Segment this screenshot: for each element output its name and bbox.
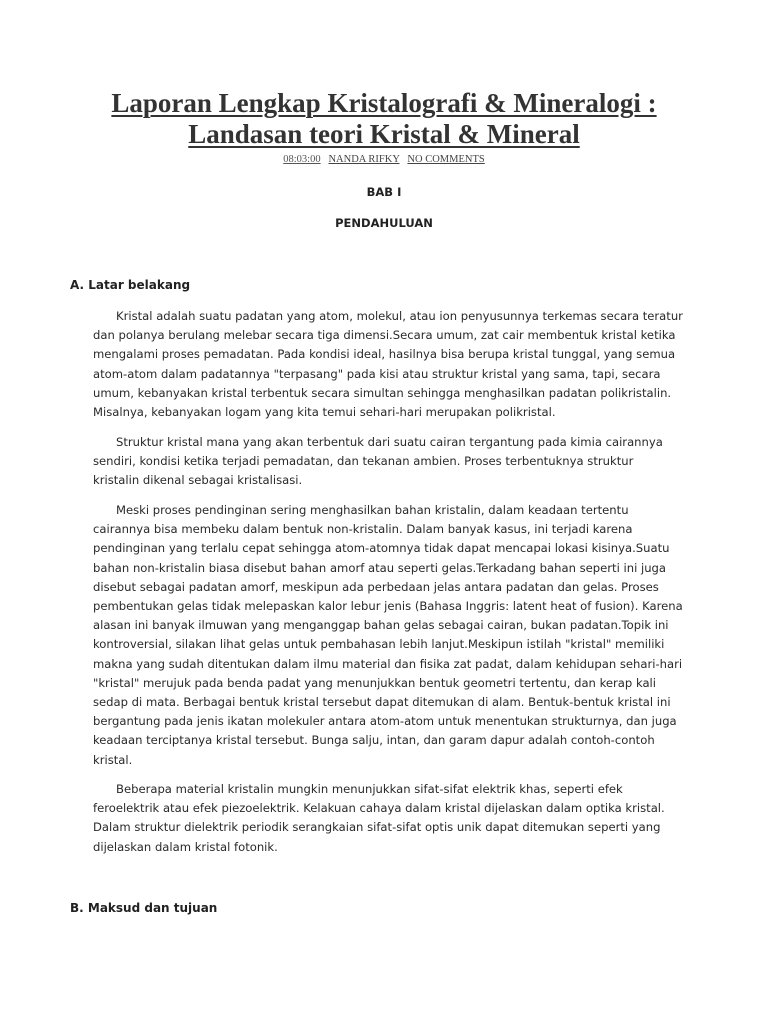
paragraph-3 (93, 501, 683, 770)
paragraph-line: umum, kebanyakan kristal terbentuk secara simultan sehingga menghasilkan padatan polikristalin. (93, 385, 672, 400)
paragraph-line: pendinginan yang terlalu cepat sehingga atom-atomnya tidak dapat mencapai lokasi kisinya.Suatu (93, 541, 670, 556)
paragraph-line: Meski proses pendinginan sering menghasilkan bahan kristalin, dalam keadaan tertentu (116, 503, 629, 517)
paragraph-line: atom-atom dalam padatannya "terpasang" pada kisi atau struktur kristal yang sama, tapi, secara (93, 366, 661, 381)
paragraph-1 (93, 307, 683, 422)
paragraph-line: sedap di mata. Berbagai bentuk kristal tersebut dapat ditemukan di alam. Bentuk-bentuk kristal ini (93, 695, 671, 710)
paragraph-2 (93, 433, 683, 491)
paragraph-line: keadaan terciptanya kristal tersebut. Bunga salju, intan, dan garam dapur adalah contoh-contoh (93, 733, 655, 748)
paragraph-line: disebut sebagai padatan amorf, meskipun ada perbedaan jelas antara padatan dan gelas. Proses (93, 579, 659, 594)
paragraph-line: Struktur kristal mana yang akan terbentuk dari suatu cairan tergantung pada kimia cairannya (116, 435, 663, 449)
section-heading-b: B. Maksud dan tujuan (70, 901, 218, 915)
post-meta (0, 153, 768, 167)
paragraph-line: Misalnya, kebanyakan logam yang kita temui sehari-hari merupakan polikristal. (93, 405, 556, 420)
post-time: 08:03:00 (283, 154, 321, 165)
paragraph-line: bergantung pada jenis ikatan molekuler antara atom-atom untuk menentukan strukturnya, dan juga (93, 714, 677, 729)
paragraph-4 (93, 780, 683, 857)
paragraph-line: Kristal adalah suatu padatan yang atom, molekul, atau ion penyusunnya terkemas secara teratur (116, 309, 683, 323)
chapter-title: PENDAHULUAN (335, 216, 433, 230)
post-comments-link[interactable]: NO COMMENTS (407, 154, 485, 165)
paragraph-line: feroelektrik atau efek piezoelektrik. Kelakuan cahaya dalam kristal dijelaskan dalam optika kristal. (93, 801, 665, 816)
paragraph-line: alasan ini banyak ilmuwan yang menganggap bahan gelas sebagai cairan, bukan padatan.Topik ini (93, 618, 669, 633)
paragraph-line: makna yang sudah ditentukan dalam ilmu material dan fisika zat padat, dalam kehidupan sehari-hari (93, 656, 683, 671)
paragraph-line: cairannya bisa membeku dalam bentuk non-kristalin. Dalam banyak kasus, ini terjadi karena (93, 522, 633, 537)
post-author-link[interactable]: NANDA RIFKY (328, 154, 400, 165)
post-title-line-1[interactable]: Laporan Lengkap Kristalografi & Mineralogi : (111, 88, 657, 118)
post-title-line-2[interactable]: Landasan teori Kristal & Mineral (188, 119, 580, 149)
chapter-label: BAB I (366, 185, 402, 199)
paragraph-line: sendiri, kondisi ketika terjadi pemadatan, dan tekanan ambien. Proses terbentuknya struktur (93, 454, 634, 469)
paragraph-line: dijelaskan dalam kristal fotonik. (93, 839, 278, 854)
paragraph-line: kontroversial, silakan lihat gelas untuk pembahasan lebih lanjut.Meskipun istilah "kristal" memiliki (93, 637, 665, 652)
post-title (60, 88, 708, 150)
paragraph-line: Beberapa material kristalin mungkin menunjukkan sifat-sifat elektrik khas, seperti efek (116, 782, 623, 796)
paragraph-line: dan polanya berulang melebar secara tiga dimensi.Secara umum, zat cair membentuk kristal ketika (93, 328, 676, 343)
paragraph-line: Dalam struktur dielektrik periodik serangkaian sifat-sifat optis unik dapat ditemukan seperti yang (93, 820, 661, 835)
paragraph-line: kristalin dikenal sebagai kristalisasi. (93, 473, 303, 488)
paragraph-line: pembentukan gelas tidak melepaskan kalor lebur jenis (Bahasa Inggris: latent heat of fusion). Karena (93, 599, 683, 614)
paragraph-line: "kristal" merujuk pada benda padat yang menunjukkan bentuk geometri tertentu, dan kerap kali (93, 675, 656, 690)
paragraph-line: kristal. (93, 752, 133, 767)
section-heading-a: A. Latar belakang (70, 278, 191, 292)
paragraph-line: mengalami proses pemadatan. Pada kondisi ideal, hasilnya bisa berupa kristal tunggal, yang semua (93, 347, 676, 362)
paragraph-line: bahan non-kristalin biasa disebut bahan amorf atau seperti gelas.Terkadang bahan seperti ini juga (93, 560, 667, 575)
